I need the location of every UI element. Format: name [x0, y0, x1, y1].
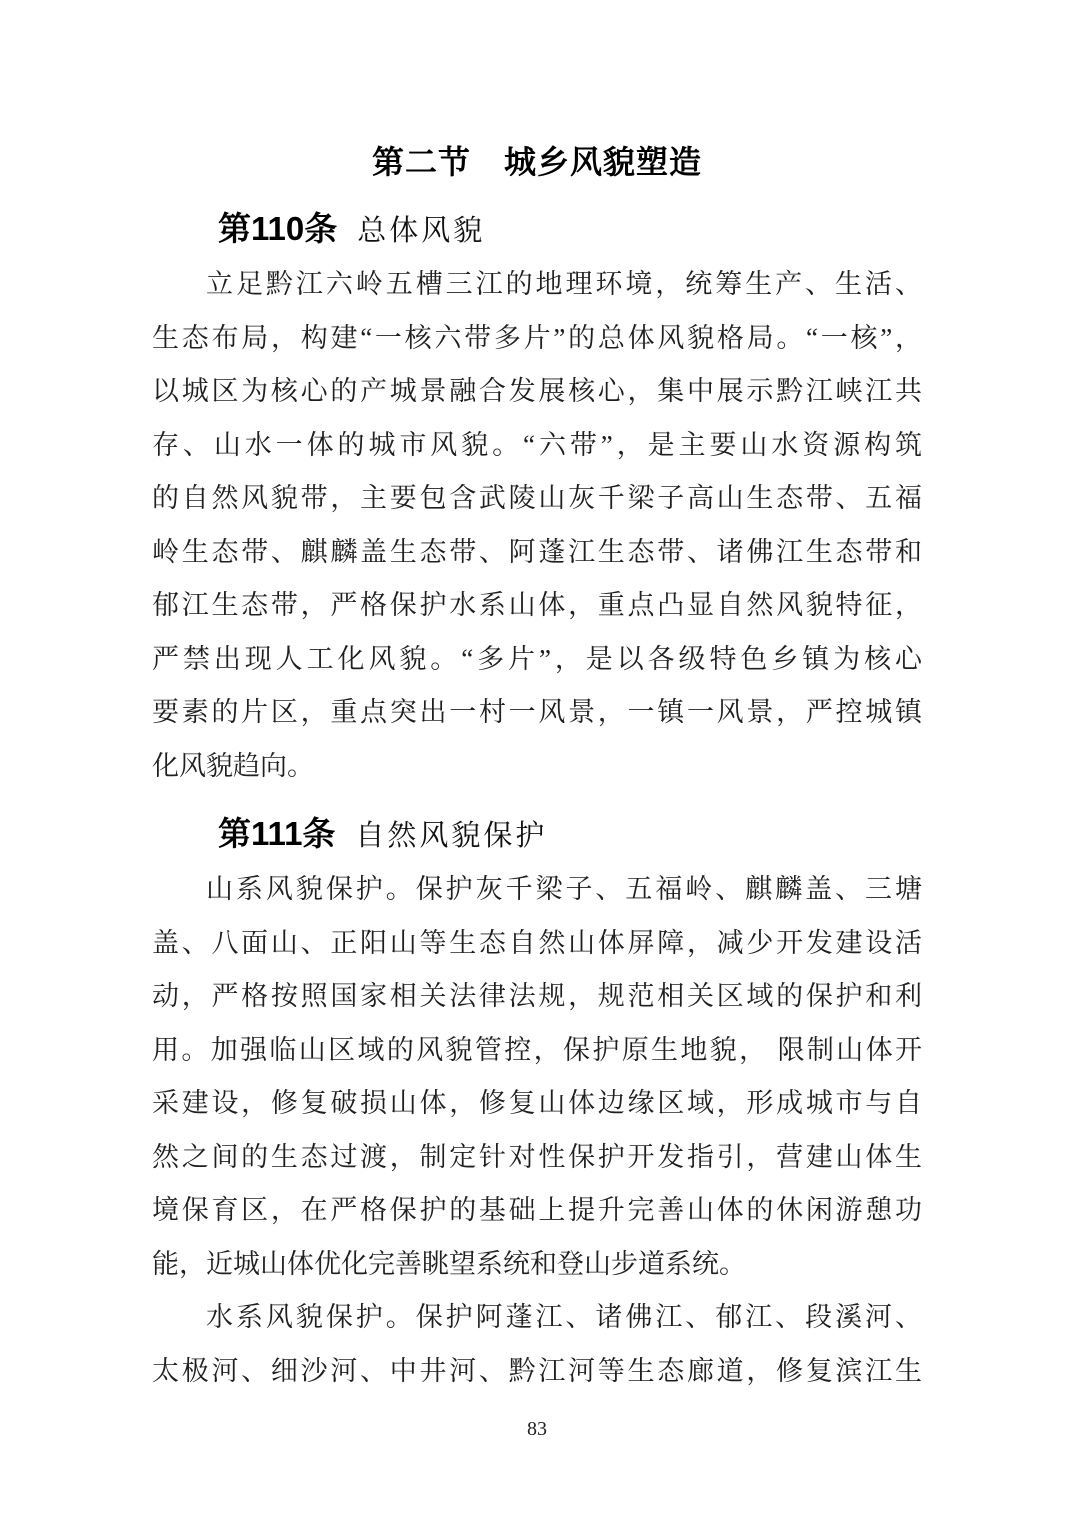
- article-number: 第111条: [218, 815, 336, 852]
- page-number: 83: [527, 1418, 547, 1440]
- text-line: 用。加强临山区域的风貌管控，保护原生地貌， 限制山体开: [152, 1034, 922, 1065]
- text-line: 动，严格按照国家相关法律法规，规范相关区域的保护和利: [152, 981, 922, 1011]
- section-title: 第二节 城乡风貌塑造: [371, 144, 702, 180]
- text-line: 山系风貌保护。保护灰千梁子、五福岭、麒麟盖、三塘: [206, 874, 922, 904]
- article-heading: [152, 807, 922, 863]
- article-paragraphs: [152, 258, 922, 793]
- paragraph: [152, 863, 922, 1291]
- article-number: 第110条: [218, 210, 338, 247]
- article-title: 总体风貌: [357, 215, 486, 247]
- article-paragraphs: [152, 863, 922, 1398]
- text-line: 要素的片区，重点突出一村一风景，一镇一风景，严控城镇: [152, 697, 922, 727]
- text-line: 水系风貌保护。保护阿蓬江、诸佛江、郁江、段溪河、: [206, 1302, 922, 1332]
- text-line: 以城区为核心的产城景融合发展核心，集中展示黔江峡江共: [152, 376, 922, 406]
- article-title: 自然风貌保护: [355, 820, 548, 852]
- text-line: 盖、八面山、正阳山等生态自然山体屏障，减少开发建设活: [152, 927, 922, 958]
- article: [152, 807, 922, 1398]
- articles-container: [152, 202, 922, 1398]
- text-line: 存、山水一体的城市风貌。“六带”，是主要山水资源构筑: [152, 429, 922, 460]
- text-line: 采建设，修复破损山体，修复山体边缘区域，形成城市与自: [152, 1088, 922, 1118]
- text-line: 境保育区，在严格保护的基础上提升完善山体的休闲游憩功: [152, 1195, 922, 1225]
- text-line: 立足黔江六岭五槽三江的地理环境，统筹生产、生活、: [206, 269, 922, 299]
- article-heading: [152, 202, 922, 258]
- article: [152, 202, 922, 793]
- paragraph: [152, 1291, 922, 1398]
- text-line: 能，近城山体优化完善眺望系统和登山步道系统。: [152, 1248, 746, 1279]
- text-line: 严禁出现人工化风貌。“多片”，是以各级特色乡镇为核心: [152, 643, 922, 674]
- text-line: 太极河、细沙河、中井河、黔江河等生态廊道，修复滨江生: [152, 1355, 922, 1386]
- text-line: 郁江生态带，严格保护水系山体，重点凸显自然风貌特征，: [152, 590, 922, 620]
- text-line: 生态布局，构建“一核六带多片”的总体风貌格局。“一核”，: [152, 322, 922, 353]
- text-line: 的自然风貌带，主要包含武陵山灰千梁子高山生态带、五福: [152, 483, 922, 513]
- text-line: 然之间的生态过渡，制定针对性保护开发指引，营建山体生: [152, 1141, 922, 1172]
- paragraph: [152, 258, 922, 793]
- text-line: 岭生态带、麒麟盖生态带、阿蓬江生态带、诸佛江生态带和: [152, 536, 922, 567]
- text-line: 化风貌趋向。: [152, 750, 314, 781]
